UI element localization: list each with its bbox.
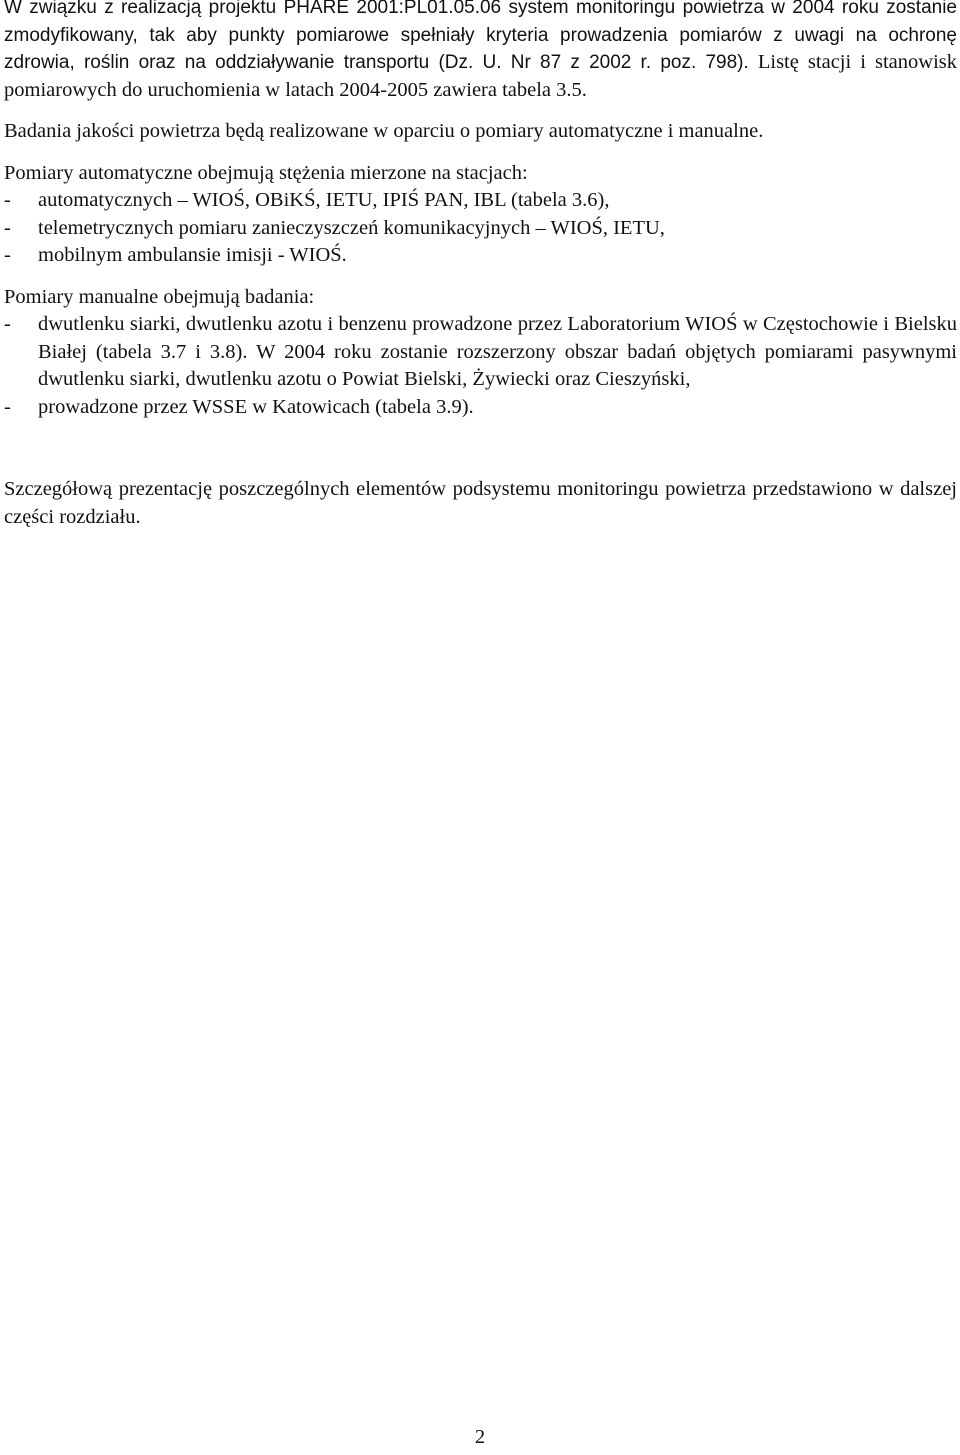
automatic-list — [4, 187, 957, 270]
manual-list — [4, 311, 957, 421]
list-item: - prowadzone przez WSSE w Katowicach (tabela 3.9). — [4, 394, 957, 422]
automatic-section — [4, 160, 957, 270]
intro-text-part1: W związku z realizacją projektu PHARE 2001:PL01.05.06 system monitoringu powietrza w 2004 roku zostanie zmodyfikowany, tak aby punkty pomiarowe spełniały kryteria prowadzenia pomiarów z uwagi na ochronę zdrowia, roślin oraz na oddziaływanie transportu (Dz. U. Nr 87 z 2002 r. poz. 798). — [4, 0, 957, 73]
page-number: 2 — [474, 1426, 486, 1448]
list-item: - automatycznych – WIOŚ, OBiKŚ, IETU, IPIŚ PAN, IBL (tabela 3.6), — [4, 187, 957, 215]
manual-section — [4, 284, 957, 422]
list-item: - mobilnym ambulansie imisji - WIOŚ. — [4, 242, 957, 270]
basis-paragraph: Badania jakości powietrza będą realizowane w oparciu o pomiary automatyczne i manualne. — [4, 120, 764, 142]
automatic-heading: Pomiary automatyczne obejmują stężenia mierzone na stacjach: — [4, 161, 528, 184]
manual-heading: Pomiary manualne obejmują badania: — [4, 285, 315, 308]
intro-paragraph — [4, 0, 957, 104]
list-item: - dwutlenku siarki, dwutlenku azotu i benzenu prowadzone przez Laboratorium WIOŚ w Częstochowie i Bielsku Białej (tabela 3.7 i 3.8). W 2004 roku zostanie rozszerzony obszar badań objętych pomiarami pasywnymi dwutlenku siarki, dwutlenku azotu o Powiat Bielski, Żywiecki oraz Cieszyński, — [4, 311, 957, 394]
list-item: - telemetrycznych pomiaru zanieczyszczeń komunikacyjnych – WIOŚ, IETU, — [4, 215, 957, 243]
intro-text-part2: Listę stacji i stanowisk pomiarowych do uruchomienia w latach 2004-2005 zawiera tabela 3.5. — [4, 51, 958, 101]
document-page — [4, 0, 957, 531]
closing-paragraph: Szczegółową prezentację poszczególnych elementów podsystemu monitoringu powietrza przedstawiono w dalszej części rozdziału. — [4, 478, 957, 528]
